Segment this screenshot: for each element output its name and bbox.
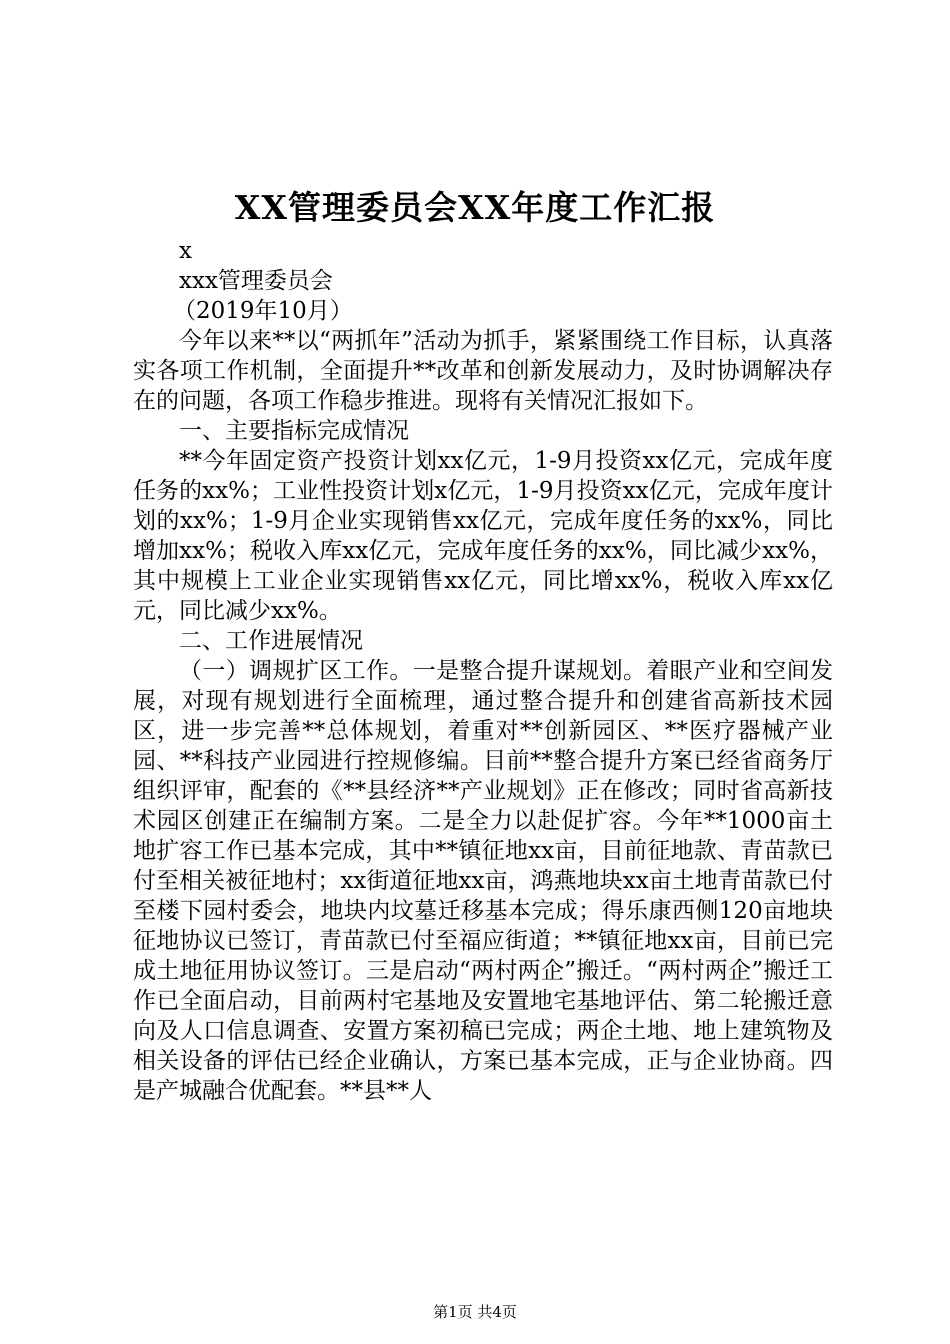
paragraph-intro: 今年以来**以“两抓年”活动为抓手，紧紧围绕工作目标，认真落实各项工作机制，全面提升**改革和创新发展动力，及时协调解决存在的问题，各项工作稳步推进。现将有关情况汇报如下。 — [133, 328, 833, 414]
document-title: XX管理委员会XX年度工作汇报 — [234, 188, 716, 227]
meta-line: x — [179, 238, 192, 264]
paragraph-progress: （一）调规扩区工作。一是整合提升谋规划。着眼产业和空间发展，对现有规划进行全面梳理，通过整合提升和创建省高新技术园区，进一步完善**总体规划，着重对**创新园区、**医疗器械产业园、**科技产业园进行控规修编。目前**整合提升方案已经省商务厅组织评审，配套的《**县经济**产业规划》正在修改；同时省高新技术园区创建正在编制方案。二是全力以赴促扩容。今年**1000亩土地扩容工作已基本完成，其中**镇征地xx亩，目前征地款、青苗款已付至相关被征地村；xx街道征地xx亩，鸿燕地块xx亩土地青苗款已付至楼下园村委会，地块内坟墓迁移基本完成；得乐康西侧120亩地块征地协议已签订，青苗款已付至福应街道；**镇征地xx亩，目前已完成土地征用协议签订。三是启动“两村两企”搬迁。“两村两企”搬迁工作已全面启动，目前两村宅基地及安置地宅基地评估、第二轮搬迁意向及人口信息调查、安置方案初稿已完成；两企土地、地上建筑物及相关设备的评估已经企业确认，方案已基本完成，正与企业协商。四是产城融合优配套。**县**人 — [133, 658, 833, 1104]
document-body — [133, 236, 833, 1106]
paragraph-indicators: **今年固定资产投资计划xx亿元，1-9月投资xx亿元，完成年度任务的xx%；工业性投资计划x亿元，1-9月投资xx亿元，完成年度计划的xx%；1-9月企业实现销售xx亿元，完成年度任务的xx%，同比增加xx%；税收入库xx亿元，完成年度任务的xx%，同比减少xx%，其中规模上工业企业实现销售xx亿元，同比增xx%，税收入库xx亿元，同比减少xx%。 — [133, 448, 833, 624]
section-heading-1: 一、主要指标完成情况 — [179, 418, 409, 444]
section-heading-2: 二、工作进展情况 — [179, 628, 363, 654]
date-line: （2019年10月） — [173, 298, 353, 324]
page-footer: 第1页 共4页 — [433, 1303, 517, 1321]
issuer-line: xxx管理委员会 — [179, 268, 333, 294]
